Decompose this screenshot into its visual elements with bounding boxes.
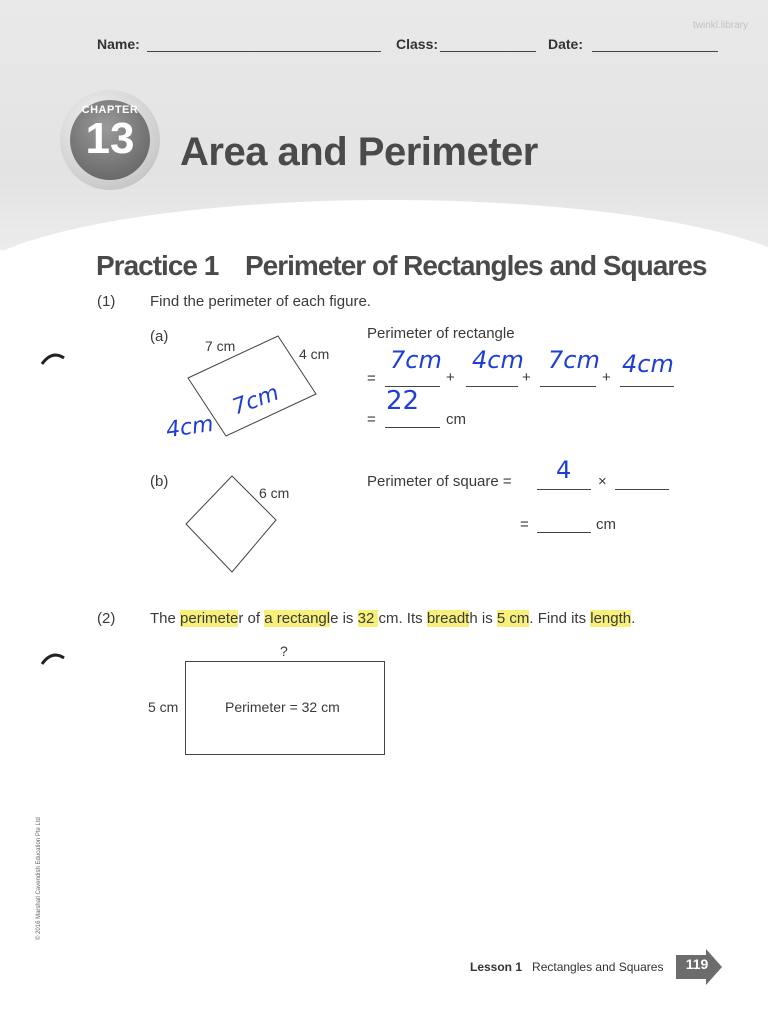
q1a-blank-4[interactable] bbox=[620, 386, 674, 387]
q1b-blank-2[interactable] bbox=[615, 489, 669, 490]
q2-perimeter-label: Perimeter = 32 cm bbox=[225, 699, 340, 715]
q2-prompt: The perimeter of a rectangle is 32 cm. Its breadth is 5 cm. Find its length. bbox=[150, 610, 636, 627]
footer-lesson: Lesson 1 Rectangles and Squares bbox=[470, 960, 664, 974]
square-side: 6 cm bbox=[259, 485, 290, 501]
rect-hand-left: 4cm bbox=[164, 411, 216, 444]
punch-mark-bottom bbox=[40, 650, 66, 666]
q1a-heading: Perimeter of rectangle bbox=[367, 325, 515, 342]
q2-unknown-length: ? bbox=[280, 643, 288, 659]
class-field[interactable] bbox=[440, 51, 536, 52]
copyright: © 2016 Marshall Cavendish Education Pte Ltd bbox=[36, 817, 42, 940]
q1a-blank-3[interactable] bbox=[540, 386, 596, 387]
punch-mark-top bbox=[40, 350, 66, 366]
q1a-total: 22 bbox=[386, 386, 420, 416]
q1b-label: (b) bbox=[150, 473, 169, 490]
chapter-title: Area and Perimeter bbox=[180, 130, 538, 174]
practice-title: Perimeter of Rectangles and Squares bbox=[245, 250, 707, 281]
chapter-number: 13 bbox=[85, 114, 135, 163]
q1a-eq2: = bbox=[367, 411, 376, 428]
q1b-unit: cm bbox=[596, 516, 616, 533]
q1b-heading: Perimeter of square = bbox=[367, 473, 512, 490]
q1a-plus-1: + bbox=[446, 369, 455, 386]
q1a-answer-3: 7cm bbox=[548, 346, 600, 374]
chapter-label: CHAPTER bbox=[81, 104, 139, 116]
q1a-unit: cm bbox=[446, 411, 466, 428]
q2-side-breadth: 5 cm bbox=[148, 699, 179, 715]
rect-side-right: 4 cm bbox=[299, 346, 330, 362]
q1a-answer-4: 4cm bbox=[622, 350, 674, 378]
q1a-plus-2: + bbox=[522, 369, 531, 386]
q1a-label: (a) bbox=[150, 328, 169, 345]
class-label: Class: bbox=[396, 36, 439, 52]
q2-number: (2) bbox=[97, 610, 116, 627]
q1b-blank-1[interactable] bbox=[537, 489, 591, 490]
date-field[interactable] bbox=[592, 51, 718, 52]
q1a-blank-2[interactable] bbox=[466, 386, 518, 387]
q1b-times: × bbox=[598, 473, 607, 490]
q1b-answer-1: 4 bbox=[556, 456, 572, 484]
watermark: twinkl.library bbox=[692, 20, 748, 31]
name-field[interactable] bbox=[147, 51, 381, 52]
date-label: Date: bbox=[548, 36, 584, 52]
q1a-eq1: = bbox=[367, 370, 376, 387]
q1a-answer-1: 7cm bbox=[390, 346, 442, 374]
q1a-answer-2: 4cm bbox=[472, 346, 524, 374]
rect-hand-bottom: 7cm bbox=[229, 380, 283, 421]
q1b-eq: = bbox=[520, 516, 529, 533]
practice-heading bbox=[96, 250, 707, 282]
q1a-total-blank[interactable] bbox=[385, 427, 440, 428]
page-number: 119 bbox=[685, 956, 709, 972]
rect-side-top: 7 cm bbox=[205, 338, 236, 354]
q1a-plus-3: + bbox=[602, 369, 611, 386]
name-label: Name: bbox=[97, 36, 140, 52]
q1-number: (1) bbox=[97, 293, 116, 310]
practice-label: Practice 1 bbox=[96, 250, 219, 281]
q1b-total-blank[interactable] bbox=[537, 532, 591, 533]
q1-prompt: Find the perimeter of each figure. bbox=[150, 293, 371, 310]
